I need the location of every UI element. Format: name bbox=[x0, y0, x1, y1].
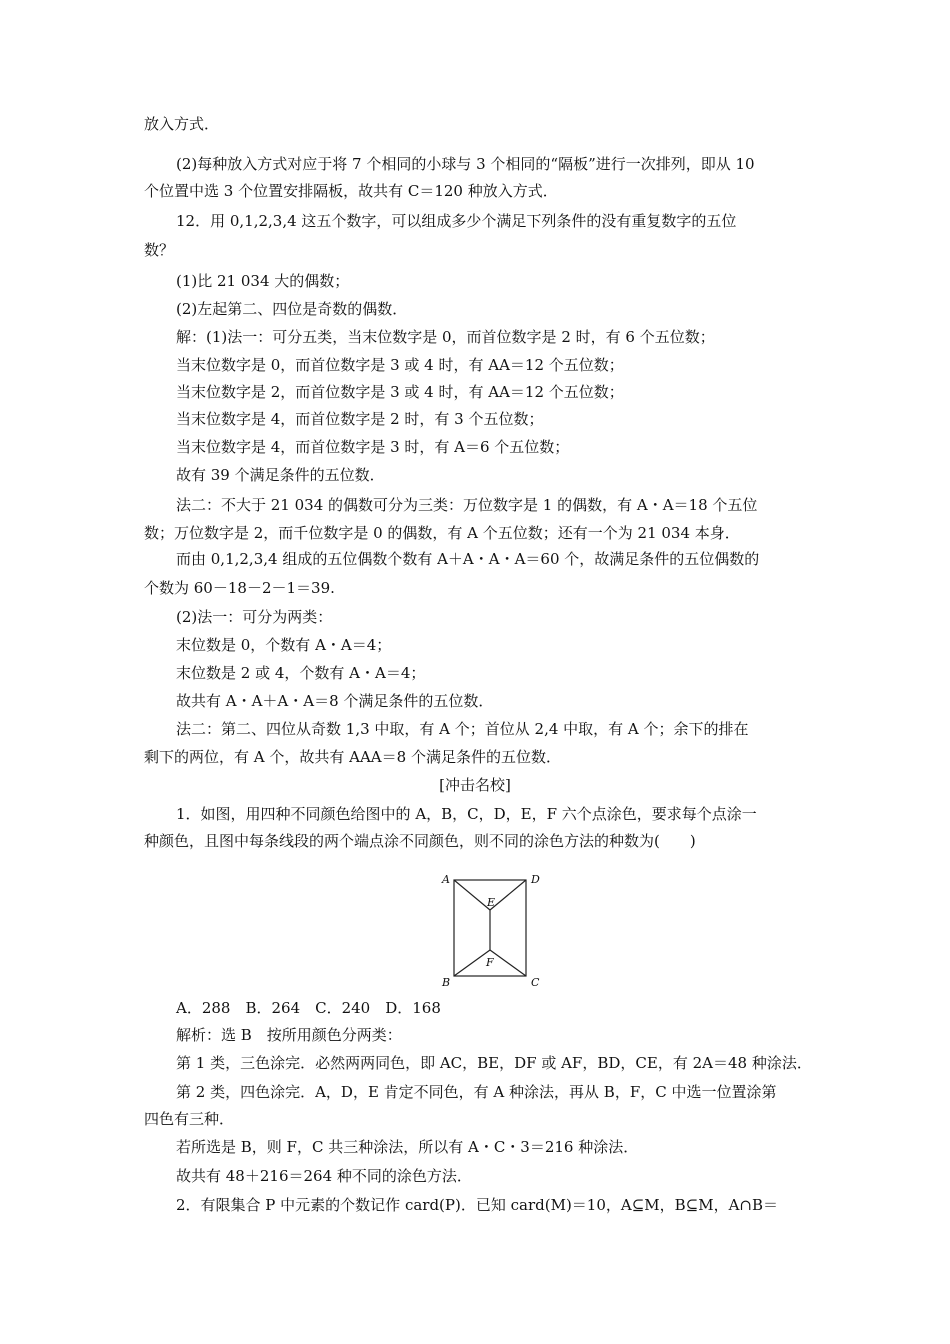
segment-cf bbox=[490, 950, 526, 976]
text-line: (1)比 21 034 大的偶数； bbox=[176, 272, 350, 290]
figure-svg bbox=[436, 868, 546, 990]
question-1-text: 1．如图，用四种不同颜色给图中的 A，B，C，D，E，F 六个点涂色，要求每个点涂一 bbox=[176, 805, 757, 823]
point-label-f: F bbox=[486, 956, 494, 969]
text-line: 放入方式． bbox=[144, 115, 220, 133]
segment-ae bbox=[454, 880, 490, 910]
text-line: 个位置中选 3 个位置安排隔板，故共有 C＝120 种放入方式． bbox=[144, 182, 558, 200]
solution-line: 若所选是 B，则 F，C 共三种涂法，所以有 A・C・3＝216 种涂法． bbox=[176, 1138, 639, 1156]
text-line: 数？ bbox=[144, 241, 175, 259]
solution-line: 故共有 A・A＋A・A＝8 个满足条件的五位数． bbox=[176, 692, 494, 710]
solution-line: (2)法一：可分为两类： bbox=[176, 608, 333, 626]
geometry-figure bbox=[436, 868, 546, 990]
segment-bf bbox=[454, 950, 490, 976]
solution-line: 剩下的两位，有 A 个，故共有 AAA＝8 个满足条件的五位数． bbox=[144, 748, 561, 766]
solution-line: 数；万位数字是 2，而千位数字是 0 的偶数，有 A 个五位数；还有一个为 21 034 本身． bbox=[144, 524, 740, 542]
question-2-text: 2．有限集合 P 中元素的个数记作 card(P)．已知 card(M)＝10，A⊆M，B⊆M，A∩B＝ bbox=[176, 1196, 779, 1214]
section-heading: [冲击名校] bbox=[439, 776, 511, 794]
solution-line: 第 1 类，三色涂完．必然两两同色，即 AC，BE，DF 或 AF，BD，CE，有 2A＝48 种涂法． bbox=[176, 1054, 812, 1072]
text-line: (2)左起第二、四位是奇数的偶数． bbox=[176, 300, 408, 318]
solution-line: 而由 0,1,2,3,4 组成的五位偶数个数有 A＋A・A・A＝60 个，故满足条件的五位偶数的 bbox=[176, 550, 760, 568]
answer-options: A．288 B．264 C．240 D．168 bbox=[176, 999, 441, 1017]
point-label-e: E bbox=[487, 896, 496, 909]
solution-line: 第 2 类，四色涂完．A，D，E 肯定不同色，有 A 种涂法，再从 B，F，C 中选一位置涂第 bbox=[176, 1083, 777, 1101]
text-line: (2)每种放入方式对应于将 7 个相同的小球与 3 个相同的“隔板”进行一次排列，即从 10 bbox=[176, 155, 755, 173]
solution-line: 故共有 48＋216＝264 种不同的涂色方法． bbox=[176, 1167, 472, 1185]
solution-line: 解：(1)法一：可分五类，当末位数字是 0，而首位数字是 2 时，有 6 个五位数； bbox=[176, 328, 715, 346]
question-12-text: 12．用 0,1,2,3,4 这五个数字，可以组成多少个满足下列条件的没有重复数字的五位 bbox=[176, 212, 737, 230]
solution-line: 法二：不大于 21 034 的偶数可分为三类：万位数字是 1 的偶数，有 A・A＝18 个五位 bbox=[176, 496, 758, 514]
solution-line: 解析：选 B 按所用颜色分两类： bbox=[176, 1026, 402, 1044]
solution-line: 个数为 60－18－2－1＝39. bbox=[144, 579, 335, 597]
solution-line: 当末位数字是 4，而首位数字是 2 时，有 3 个五位数； bbox=[176, 410, 544, 428]
point-label-d: D bbox=[531, 873, 540, 886]
point-label-c: C bbox=[531, 976, 540, 989]
point-label-a: A bbox=[442, 873, 450, 886]
solution-line: 故有 39 个满足条件的五位数． bbox=[176, 466, 385, 484]
solution-line: 当末位数字是 4，而首位数字是 3 时，有 A＝6 个五位数； bbox=[176, 438, 570, 456]
solution-line: 四色有三种． bbox=[144, 1110, 235, 1128]
solution-line: 当末位数字是 2，而首位数字是 3 或 4 时，有 AA＝12 个五位数； bbox=[176, 383, 624, 401]
question-1-text: 种颜色，且图中每条线段的两个端点涂不同颜色，则不同的涂色方法的种数为( ) bbox=[144, 832, 696, 850]
solution-line: 末位数是 0，个数有 A・A＝4； bbox=[176, 636, 392, 654]
solution-line: 法二：第二、四位从奇数 1,3 中取，有 A 个；首位从 2,4 中取，有 A 个；余下的排在 bbox=[176, 720, 749, 738]
solution-line: 当末位数字是 0，而首位数字是 3 或 4 时，有 AA＝12 个五位数； bbox=[176, 356, 624, 374]
segment-de bbox=[490, 880, 526, 910]
solution-line: 末位数是 2 或 4，个数有 A・A＝4； bbox=[176, 664, 426, 682]
point-label-b: B bbox=[442, 976, 451, 989]
